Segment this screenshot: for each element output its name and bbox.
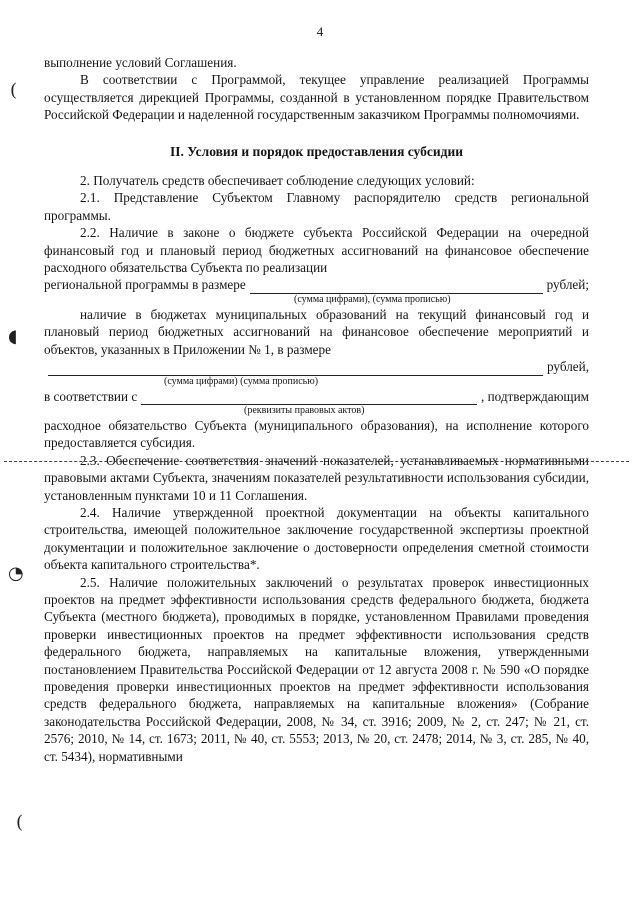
amount-blank-line	[250, 279, 543, 294]
municipal-amount-caption: (сумма цифрами) (сумма прописью)	[164, 375, 319, 387]
municipal-amount-unit: рублей,	[546, 359, 589, 375]
page-number: 4	[316, 24, 324, 39]
paragraph-2: 2. Получатель средств обеспечивает соблюдение следующих условий:	[80, 173, 475, 189]
punch-mark-icon: ◔	[8, 563, 24, 584]
punch-mark-icon: (	[10, 80, 18, 101]
paragraph-2-4: 2.4. Наличие утвержденной проектной документации на объекты капитального строительства, имеющей положительное заключение государственной экспертизы проектной документации и положительное заключение о достоверности определения сметной стоимости объекта капитального строительства*.	[44, 504, 589, 573]
document-body	[44, 54, 589, 765]
paragraph-2-3: 2.3. Обеспечение соответствия значений показателей, устанавливаемых нормативными правовыми актами Субъекта, значениям показателей результативности использования субсидии, установленным пунктами 10 и 11 Соглашения.	[44, 452, 589, 503]
strike-dashed-line	[4, 461, 629, 462]
paragraph-2-3-block	[44, 452, 589, 504]
paragraph-2-5: 2.5. Наличие положительных заключений о результатах проверок инвестиционных проектов на предмет эффективности использования средств федерального бюджета, бюджета Субъекта (местного бюджета), проводимых в порядке, установленном Правилами проведения проверки инвестиционных проектов на предмет эффективности использования средств федерального бюджета, направляемых на капитальные вложения, утвержденными постановлением Правительства Российской Федерации от 12 августа 2008 г. № 590 «О порядке проведения проверки инвестиционных проектов на предмет эффективности использования средств федерального бюджета, направляемых на капитальные вложения» (Собрание законодательства Российской Федерации, 2008, № 34, ст. 3916; 2009, № 2, ст. 247; № 21, ст. 2576; 2010, № 14, ст. 1673; 2011, № 40, ст. 5553; 2013, № 20, ст. 2478; 2014, № 3, ст. 285, № 40, ст. 5434), нормативными	[44, 574, 589, 764]
paragraph-2-2-obligation: расходное обязательство Субъекта (муниципального образования), на исполнение которого предоставляется субсидия.	[44, 417, 589, 451]
acts-label: в соответствии с	[44, 388, 138, 404]
amount-caption: (сумма цифрами), (сумма прописью)	[294, 293, 451, 305]
amount-fill-row	[44, 276, 589, 293]
punch-mark-icon: ◖	[8, 326, 18, 347]
paragraph-2-1: 2.1. Представление Субъектом Главному распорядителю средств региональной программы.	[44, 190, 589, 223]
paragraph-2-2: 2.2. Наличие в законе о бюджете субъекта Российской Федерации на очередной финансовый год и плановый период бюджетных ассигнований на финансовое обеспечение расходного обязательства Субъекта по реализации	[44, 225, 589, 276]
section-title: II. Условия и порядок предоставления субсидии	[169, 143, 464, 159]
acts-suffix: , подтверждающим	[480, 388, 589, 404]
municipal-amount-blank-line	[48, 361, 543, 376]
punch-mark-icon: (	[16, 812, 24, 833]
paragraph-intro: выполнение условий Соглашения.	[44, 55, 237, 70]
paragraph-program: В соответствии с Программой, текущее управление реализацией Программы осуществляется дирекцией Программы, созданной в установленном порядке Правительством Российской Федерации и наделенной государственным заказчиком Программы полномочиями.	[44, 72, 589, 123]
amount-unit: рублей;	[546, 277, 589, 293]
acts-caption: (реквизиты правовых актов)	[244, 404, 365, 416]
acts-fill-row	[44, 388, 589, 405]
municipal-amount-row	[44, 358, 589, 375]
amount-label: региональной программы в размере	[44, 277, 246, 293]
acts-blank-line	[141, 390, 477, 405]
paragraph-2-2-municipal: наличие в бюджетах муниципальных образований на текущий финансовый год и плановый период бюджетных ассигнований на финансовое обеспечение мероприятий и объектов, указанных в Приложении № 1, в размере	[44, 306, 589, 357]
